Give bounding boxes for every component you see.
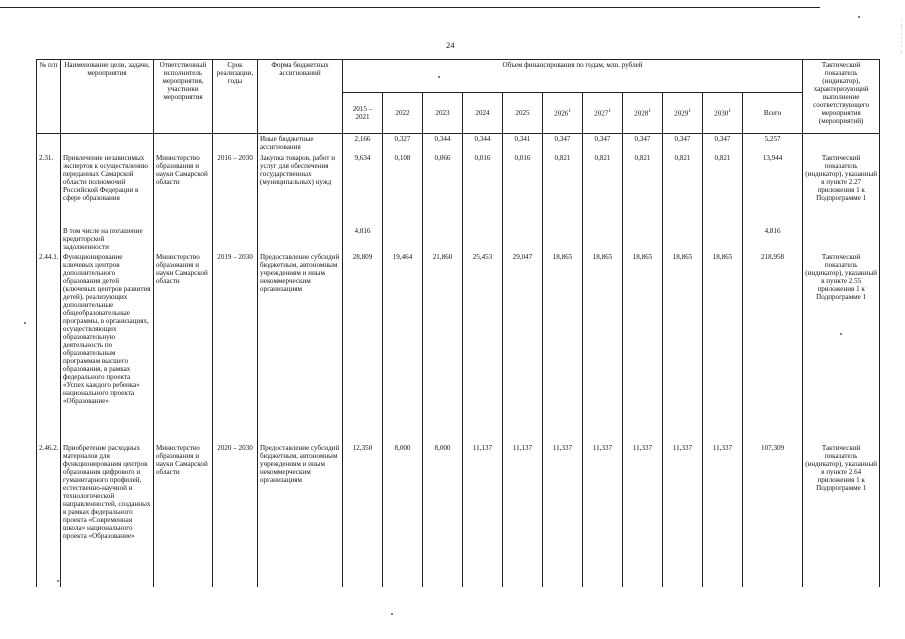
- table-row: [37, 226, 880, 252]
- scan-speck: [391, 613, 393, 615]
- header-year: 2028$^1$: [623, 93, 663, 134]
- row-responsible: [154, 226, 213, 252]
- row-form: [258, 226, 343, 252]
- row-term: 2016 – 2030: [213, 153, 258, 226]
- scan-speck: [24, 322, 26, 324]
- footnote-mark: 1: [568, 109, 571, 115]
- header-tactical: Тактический показатель (индикатор), характеризующий выполнение соответствующего мероприятия (мероприятий): [803, 60, 880, 134]
- row-value: [663, 226, 703, 252]
- row-value: 9,634: [343, 153, 383, 226]
- header-year: 2029$^1$: [663, 93, 703, 134]
- scan-speck: [57, 580, 59, 582]
- header-year: 2022: [383, 93, 423, 134]
- row-value: 0,347: [703, 134, 743, 154]
- row-tactical: Тактический показатель (индикатор), указанный в пункте 2.64 приложения 1 к Подпрограмме 1: [803, 443, 880, 587]
- row-name: В том числе на погашение кредиторской задолженности: [61, 226, 154, 252]
- row-number: 2.46.2.: [37, 443, 61, 587]
- row-name: [61, 134, 154, 154]
- row-value: 0,347: [663, 134, 703, 154]
- row-form: Предоставление субсидий бюджетным, автономным учреждениям и иным некоммерческим организациям: [258, 443, 343, 587]
- row-value: [703, 226, 743, 252]
- header-financing: Объем финансирования по годам, млн. рублей: [343, 60, 803, 93]
- row-form: Иные бюджетные ассигнования: [258, 134, 343, 154]
- row-tactical: [803, 134, 880, 154]
- header-responsible: Ответственный исполнитель мероприятия, участники мероприятия: [154, 60, 213, 134]
- row-value: 18,865: [663, 252, 703, 443]
- table-row: [37, 153, 880, 226]
- row-number: [37, 226, 61, 252]
- scan-speck: [858, 16, 860, 18]
- row-number: [37, 134, 61, 154]
- row-term: 2020 – 2030: [213, 443, 258, 587]
- row-value: 0,347: [623, 134, 663, 154]
- row-value: [423, 226, 463, 252]
- row-value: 18,865: [623, 252, 663, 443]
- row-value: 0,016: [463, 153, 503, 226]
- table-row: [37, 134, 880, 154]
- footnote-mark: 1: [728, 109, 731, 115]
- row-term: 2019 – 2030: [213, 252, 258, 443]
- row-value: [503, 226, 543, 252]
- row-value: 12,350: [343, 443, 383, 587]
- row-value: 25,453: [463, 252, 503, 443]
- row-value: 107,309: [743, 443, 803, 587]
- scan-speck: [840, 333, 842, 335]
- header-year: 2024: [463, 93, 503, 134]
- row-value: 0,341: [503, 134, 543, 154]
- row-tactical: Тактический показатель (индикатор), указанный в пункте 2.55 приложения 1 к Подпрограмме 1: [803, 252, 880, 443]
- row-responsible: [154, 134, 213, 154]
- header-form: Форма бюджетных ассигнований: [258, 60, 343, 134]
- financing-table: [36, 59, 880, 587]
- row-value: 0,108: [383, 153, 423, 226]
- table-row: [37, 443, 880, 587]
- row-value: 18,865: [583, 252, 623, 443]
- row-value: 13,944: [743, 153, 803, 226]
- row-value: 11,137: [463, 443, 503, 587]
- row-value: 0,327: [383, 134, 423, 154]
- row-responsible: Министерство образования и науки Самарской области: [154, 153, 213, 226]
- row-value: [463, 226, 503, 252]
- row-term: [213, 226, 258, 252]
- header-year: 2026$^1$: [543, 93, 583, 134]
- header-num: № п/п: [37, 60, 61, 134]
- header-year: 2030$^1$: [703, 93, 743, 134]
- top-rule: [0, 7, 820, 8]
- footnote-mark: 1: [648, 109, 651, 115]
- header-name: Наименование цели, задачи, мероприятия: [61, 60, 154, 134]
- row-value: 0,821: [663, 153, 703, 226]
- row-value: 28,809: [343, 252, 383, 443]
- row-value: 0,344: [463, 134, 503, 154]
- header-term: Срок реализации, годы: [213, 60, 258, 134]
- row-value: 0,821: [543, 153, 583, 226]
- row-value: 0,821: [623, 153, 663, 226]
- row-value: 18,865: [543, 252, 583, 443]
- header-year: 2023: [423, 93, 463, 134]
- footnote-mark: 1: [688, 109, 691, 115]
- row-responsible: Министерство образования и науки Самарской области: [154, 443, 213, 587]
- header-year: Всего: [743, 93, 803, 134]
- page-number: 24: [446, 40, 455, 50]
- row-value: 11,337: [543, 443, 583, 587]
- row-value: 11,137: [503, 443, 543, 587]
- row-value: [623, 226, 663, 252]
- row-tactical: [803, 226, 880, 252]
- row-form: Закупка товаров, работ и услуг для обеспечения государственных (муниципальных) нужд: [258, 153, 343, 226]
- row-form: Предоставление субсидий бюджетным, автономным учреждениям и иным некоммерческим организациям: [258, 252, 343, 443]
- header-year: 2015 – 2021: [343, 93, 383, 134]
- row-name: Привлечение независимых экспертов к осуществлению переданных Самарской области полномочий Российской Федерации в сфере образования: [61, 153, 154, 226]
- row-tactical: Тактический показатель (индикатор), указанный в пункте 2.27 приложения 1 к Подпрограмме 1: [803, 153, 880, 226]
- row-value: 0,821: [583, 153, 623, 226]
- row-responsible: Министерство образования и науки Самарской области: [154, 252, 213, 443]
- row-value: 0,066: [423, 153, 463, 226]
- row-value: 0,347: [583, 134, 623, 154]
- row-value: 0,016: [503, 153, 543, 226]
- row-number: 2.31.: [37, 153, 61, 226]
- row-name: Функционирование ключевых центров дополнительного образования детей (ключевых центров развития детей), реализующих дополнительные общеобразовательные программы, в организациях, осуществляющих образовательную деятельность по образовательным программам высшего образования, в рамках федерального проекта «Успех каждого ребенка» национального проекта «Образование»: [61, 252, 154, 443]
- row-value: 11,337: [623, 443, 663, 587]
- row-value: 0,347: [543, 134, 583, 154]
- row-value: [583, 226, 623, 252]
- row-value: [543, 226, 583, 252]
- row-value: 2,166: [343, 134, 383, 154]
- row-value: 19,464: [383, 252, 423, 443]
- row-name: Приобретение расходных материалов для функционирования центров образования цифрового и гуманитарного профилей, естественно-научной и технологической направленностей, созданных в рамках федерального проекта «Современная школа» национального проекта «Образование»: [61, 443, 154, 587]
- row-value: 5,257: [743, 134, 803, 154]
- scan-speck: [438, 76, 440, 78]
- row-value: 4,816: [343, 226, 383, 252]
- row-value: 11,337: [583, 443, 623, 587]
- row-value: 8,000: [383, 443, 423, 587]
- header-year: 2027$^1$: [583, 93, 623, 134]
- row-value: 18,865: [703, 252, 743, 443]
- row-value: 29,047: [503, 252, 543, 443]
- row-value: 4,816: [743, 226, 803, 252]
- row-term: [213, 134, 258, 154]
- row-value: 11,337: [663, 443, 703, 587]
- row-value: 11,337: [703, 443, 743, 587]
- row-value: [383, 226, 423, 252]
- header-year: 2025: [503, 93, 543, 134]
- row-value: 8,000: [423, 443, 463, 587]
- row-value: 218,958: [743, 252, 803, 443]
- row-value: 0,821: [703, 153, 743, 226]
- scan-edge-marks: ¦ : · ¦ · :: [901, 20, 903, 56]
- footnote-mark: 1: [608, 109, 611, 115]
- row-value: 0,344: [423, 134, 463, 154]
- row-number: 2.44.1.: [37, 252, 61, 443]
- row-value: 21,860: [423, 252, 463, 443]
- table-row: [37, 252, 880, 443]
